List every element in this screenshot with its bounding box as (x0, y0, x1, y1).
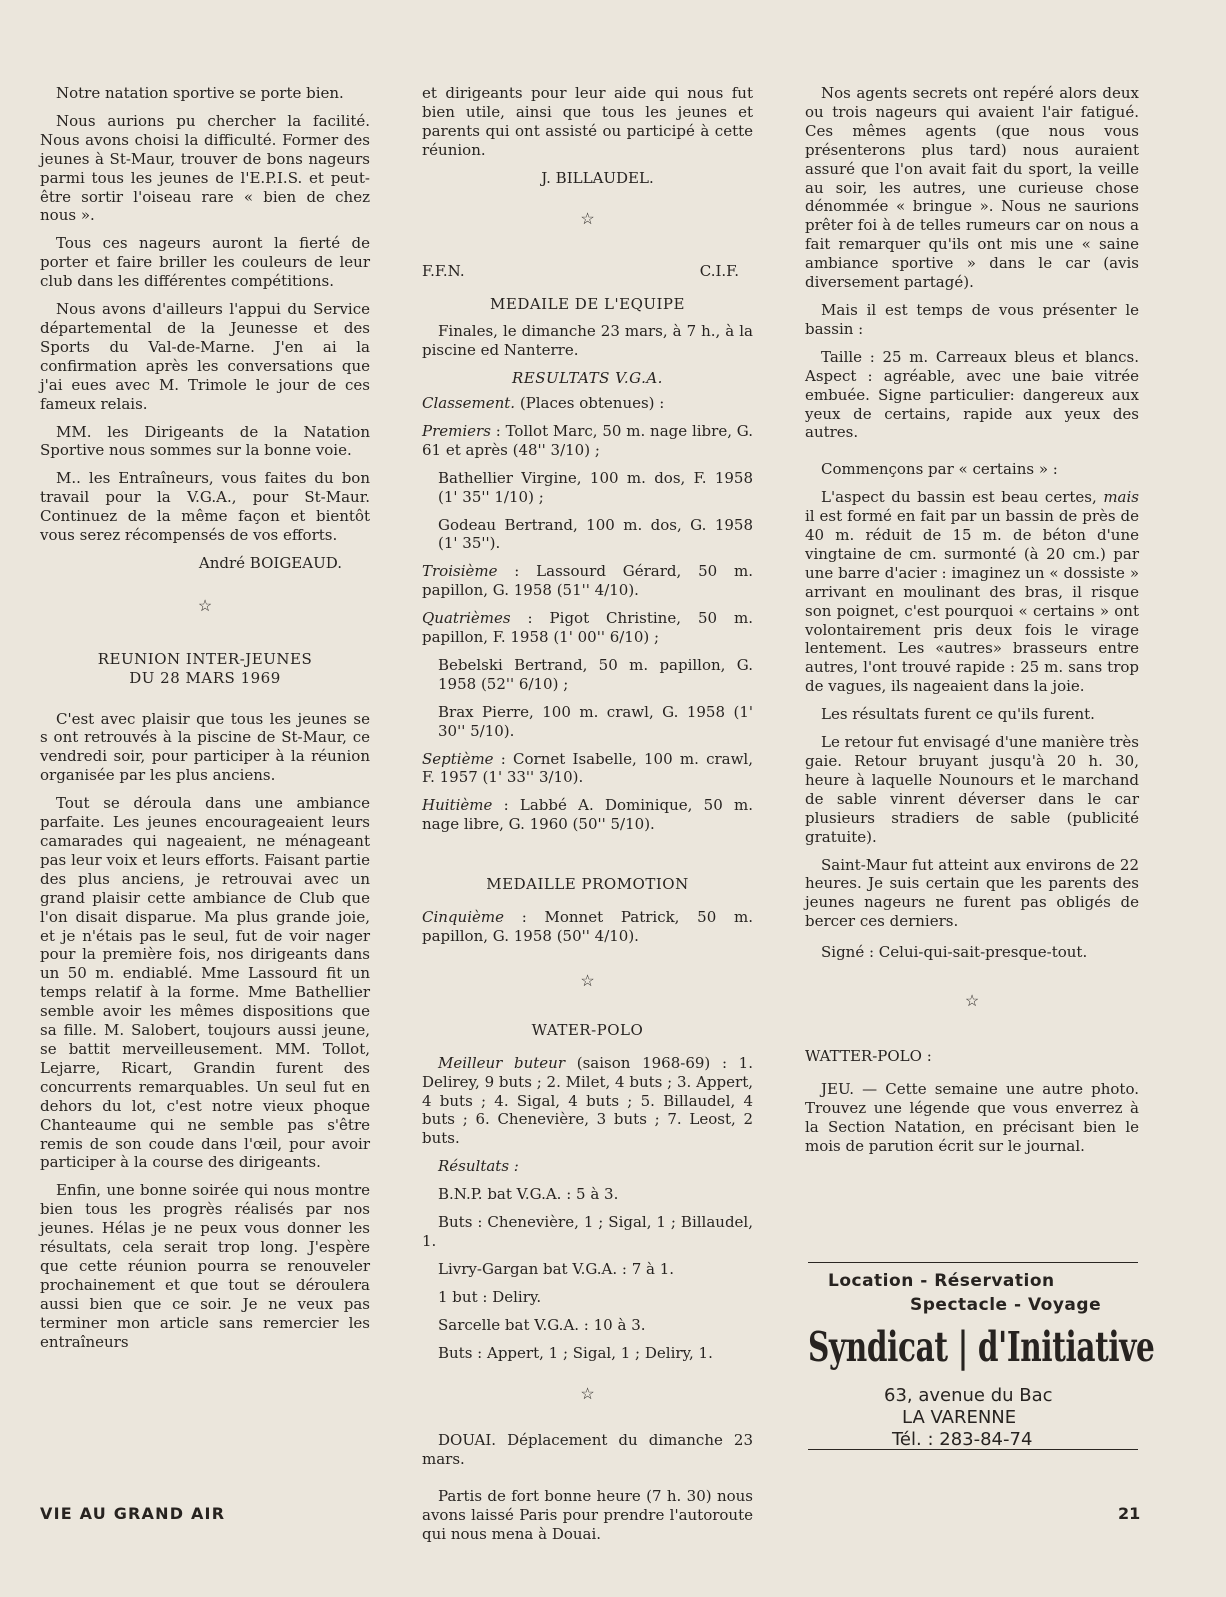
paragraph: Commençons par « certains » : (821, 460, 1058, 479)
signature: André BOIGEAUD. (198, 553, 342, 572)
paragraph: Finales, le dimanche 23 mars, à 7 h., à la piscine ed Nanterre. (422, 322, 753, 360)
cif-label: C.I.F. (699, 262, 739, 281)
result-line (422, 609, 753, 647)
ad-title: Syndicat | d'Initiative (808, 1323, 1155, 1371)
text: il est formé en fait par un bassin de près de 40 m. réduit de 15 m. de béton d'une vingtaine de cm. surmonté (à 20 cm.) par une barre d'acier : imaginez un « dossiste » arrivant en moulinant des bras, il risque son poignet, c'est pourquoi « certains » ont volontairement pris deux fois le virage lentement. Les «autres» brasseurs entre autres, l'ont trouvé rapide : 25 m. sans trop de vagues, ils nageaient dans la joie. (805, 507, 1139, 696)
section-heading: RESULTATS V.G.A. (512, 369, 663, 388)
paragraph: M.. les Entraîneurs, vous faites du bon travail pour la V.G.A., pour St-Maur. Continuez de la même façon et bientôt vous serez récompensés de vos efforts. (40, 469, 370, 545)
buteur-text: (saison 1968-69) : 1. Delirey, 9 buts ; 2. Milet, 4 buts ; 3. Appert, 4 buts ; 4. Sigal, 4 buts ; 5. Billaudel, 4 buts ; 6. Chenevière, 3 buts ; 7. Leost, 2 buts. (422, 1053, 753, 1148)
paragraph (805, 488, 1139, 696)
ad-phone: Tél. : 283-84-74 (892, 1429, 1033, 1450)
result-line (422, 1054, 753, 1149)
septieme-text: : Cornet Isabelle, 100 m. crawl, F. 1957 (1' 33'' 3/10). (422, 749, 753, 787)
paragraph: Nous aurions pu chercher la facilité. Nous avons choisi la difficulté. Former des jeunes à St-Maur, trouver de bons nageurs parmi tous les jeunes de l'E.P.I.S. et peut-être sortir l'oiseau rare « bien de chez nous ». (40, 111, 370, 225)
buteur-label: Meilleur buteur (438, 1053, 566, 1072)
huitieme-text: : Labbé A. Dominique, 50 m. nage libre, G. 1960 (50'' 5/10). (422, 796, 753, 834)
classement-label: Classement. (422, 393, 516, 412)
section-heading: MEDAILE DE L'EQUIPE (490, 295, 685, 314)
publication-title: VIE AU GRAND AIR (40, 1504, 226, 1523)
column-3 (805, 84, 1139, 1165)
paragraph: Tout se déroula dans une ambiance parfaite. Les jeunes encourageaient leurs camarades qui nageaient, ne ménageant pas leur voix et leurs efforts. Faisant partie des plus anciens, je retrouvai avec un grand plaisir cette ambiance de Club que l'on disait disparue. Ma plus grande joie, et je n'étais pas le seul, fut de voir nager pour la première fois, nos dirigeants dans un 50 m. endiablé. Mme Lassourd fit un temps relatif à la forme. Mme Bathellier semble avoir les mêmes dispositions que sa fille. M. Salobert, toujours aussi jeune, se battit merveilleusement. MM. Tollot, Lejarre, Ricart, Grandin furent des concurrents remarquables. Un seul fut en dehors du lot, c'est notre vieux phoque Chanteaume qui ne semble pas s'être remis de son coude dans l'œil, pour avoir participer à la course des dirigeants. (40, 794, 370, 1172)
section-heading: WATTER-POLO : (805, 1046, 932, 1065)
result-line: Buts : Chenevière, 1 ; Sigal, 1 ; Billaudel, 1. (422, 1213, 753, 1250)
result-line: Bathellier Virgine, 100 m. dos, F. 1958 (1' 35'' 1/10) ; (438, 468, 753, 506)
ad-services-line: Location - Réservation (828, 1271, 1055, 1291)
ad-services-line: Spectacle - Voyage (910, 1295, 1102, 1315)
paragraph: MM. les Dirigeants de la Natation Sportive nous sommes sur la bonne voie. (40, 422, 370, 460)
result-line: Buts : Appert, 1 ; Sigal, 1 ; Deliry, 1. (438, 1343, 713, 1362)
paragraph: Mais il est temps de vous présenter le bassin : (805, 300, 1139, 338)
result-line: Godeau Bertrand, 100 m. dos, G. 1958 (1' 35''). (438, 515, 753, 553)
text-italic: mais (1103, 488, 1139, 507)
column-1 (40, 84, 370, 1360)
result-line (422, 908, 753, 946)
paragraph: C'est avec plaisir que tous les jeunes se s ont retrouvés à la piscine de St-Maur, ce vendredi soir, pour participer à la réunion organisée par les plus anciens. (40, 709, 370, 785)
result-line: Livry-Gargan bat V.G.A. : 7 à 1. (438, 1259, 675, 1278)
classement-text: (Places obtenues) : (515, 393, 665, 412)
ad-town: LA VARENNE (902, 1407, 1017, 1428)
ad-street: 63, avenue du Bac (884, 1385, 1053, 1406)
septieme-label: Septième (422, 749, 494, 768)
column-2 (422, 84, 753, 1553)
signature: J. BILLAUDEL. (541, 168, 654, 187)
paragraph: Les résultats furent ce qu'ils furent. (821, 705, 1095, 724)
syndicat-advertisement (808, 1262, 1155, 1450)
premiers-text: : Tollot Marc, 50 m. nage libre, G. 61 et après (48'' 3/10) ; (422, 421, 753, 459)
troisieme-label: Troisième (422, 562, 498, 581)
paragraph: Tous ces nageurs auront la fierté de porter et faire briller les couleurs de leur club dans les différentes compétitions. (40, 234, 370, 291)
section-heading: MEDAILLE PROMOTION (486, 875, 689, 894)
section-heading: REUNION INTER-JEUNES (97, 649, 313, 668)
ffn-label: F.F.N. (422, 262, 465, 281)
result-line: 1 but : Deliry. (438, 1287, 542, 1306)
quatriemes-label: Quatrièmes (422, 609, 511, 628)
result-line: Sarcelle bat V.G.A. : 10 à 3. (438, 1315, 646, 1334)
paragraph: Saint-Maur fut atteint aux environs de 22 heures. Je suis certain que les parents des jeunes nageurs ne furent pas obligés de bercer ces derniers. (805, 855, 1139, 931)
paragraph: JEU. — Cette semaine une autre photo. Trouvez une légende que vous enverrez à la Section Natation, en précisant bien le mois de parution écrit sur le journal. (805, 1079, 1139, 1155)
result-line: Résultats : (438, 1157, 519, 1176)
paragraph: Enfin, une bonne soirée qui nous montre bien tous les progrès réalisés par nos jeunes. Hélas je ne peux vous donner les résultats, cela serait trop long. J'espère que cette réunion pourra se renouveler prochainement et que tout se déroulera aussi bien que ce soir. Je ne veux pas terminer mon article sans remercier les entraîneurs (40, 1181, 370, 1351)
star-separator: ☆ (580, 970, 595, 990)
star-separator: ☆ (964, 991, 980, 1011)
paragraph: Notre natation sportive se porte bien. (56, 84, 344, 102)
cinquieme-label: Cinquième (422, 908, 504, 927)
paragraph: Taille : 25 m. Carreaux bleus et blancs. Aspect : agréable, avec une baie vitrée embuée. Signe particulier: dangereux aux yeux de certains, rapide aux yeux des autres. (805, 347, 1139, 442)
result-line (422, 422, 753, 460)
ad-address (884, 1385, 1053, 1451)
troisieme-text: : Lassourd Gérard, 50 m. papillon, G. 1958 (51'' 4/10). (422, 562, 753, 600)
signature: Signé : Celui-qui-sait-presque-tout. (821, 943, 1088, 962)
paragraph: Nous avons d'ailleurs l'appui du Service départemental de la Jeunesse et des Sports du Val-de-Marne. J'en ai la confirmation après les conversations que j'ai eues avec M. Trimole le jour de ces fameux relais. (40, 300, 370, 413)
star-separator: ☆ (580, 1383, 595, 1403)
federation-row (422, 262, 753, 281)
result-line: B.N.P. bat V.G.A. : 5 à 3. (438, 1185, 619, 1204)
cinquieme-text: : Monnet Patrick, 50 m. papillon, G. 1958 (50'' 4/10). (422, 908, 753, 945)
star-separator: ☆ (197, 595, 213, 615)
result-line: Brax Pierre, 100 m. crawl, G. 1958 (1' 30'' 5/10). (438, 702, 753, 740)
star-separator: ☆ (580, 208, 595, 228)
paragraph: et dirigeants pour leur aide qui nous fut bien utile, ainsi que tous les jeunes et parents qui ont assisté ou participé à cette réunion. (422, 84, 753, 159)
huitieme-label: Huitième (422, 796, 493, 815)
result-line (422, 562, 753, 600)
result-line (422, 750, 753, 788)
text: L'aspect du bassin est beau certes, (821, 488, 1104, 507)
premiers-label: Premiers (422, 421, 491, 440)
paragraph: Partis de fort bonne heure (7 h. 30) nous avons laissé Paris pour prendre l'autoroute qui nous mena à Douai. (422, 1487, 753, 1544)
paragraph: DOUAI. Déplacement du dimanche 23 mars. (422, 1431, 753, 1469)
section-heading: WATER-POLO (531, 1020, 644, 1039)
paragraph: Nos agents secrets ont repéré alors deux ou trois nageurs qui avaient l'air fatigué. Ces mêmes agents (que nous vous présenterons plus tard) nous auraient assuré que l'on avait fait du sport, la veille au soir, les autres, une curieuse chose dénommée « bringue ». Nous ne saurions prêter foi à de telles rumeurs car on nous a fait remarquer qu'ils ont mis une « saine ambiance sportive » dans le car (avis diversement partagé). (805, 84, 1139, 292)
result-line (422, 394, 753, 413)
result-line: Bebelski Bertrand, 50 m. papillon, G. 1958 (52'' 6/10) ; (438, 655, 753, 693)
quatriemes-text: : Pigot Christine, 50 m. papillon, F. 1958 (1' 00'' 6/10) ; (422, 609, 753, 647)
page-number: 21 (1118, 1504, 1141, 1523)
paragraph: Le retour fut envisagé d'une manière très gaie. Retour bruyant jusqu'à 20 h. 30, heure à laquelle Nounours et le marchand de sable vinrent déverser dans le car plusieurs stradiers de sable (publicité gratuite). (805, 733, 1139, 846)
section-heading-date: DU 28 MARS 1969 (129, 668, 281, 687)
result-line (422, 796, 753, 834)
